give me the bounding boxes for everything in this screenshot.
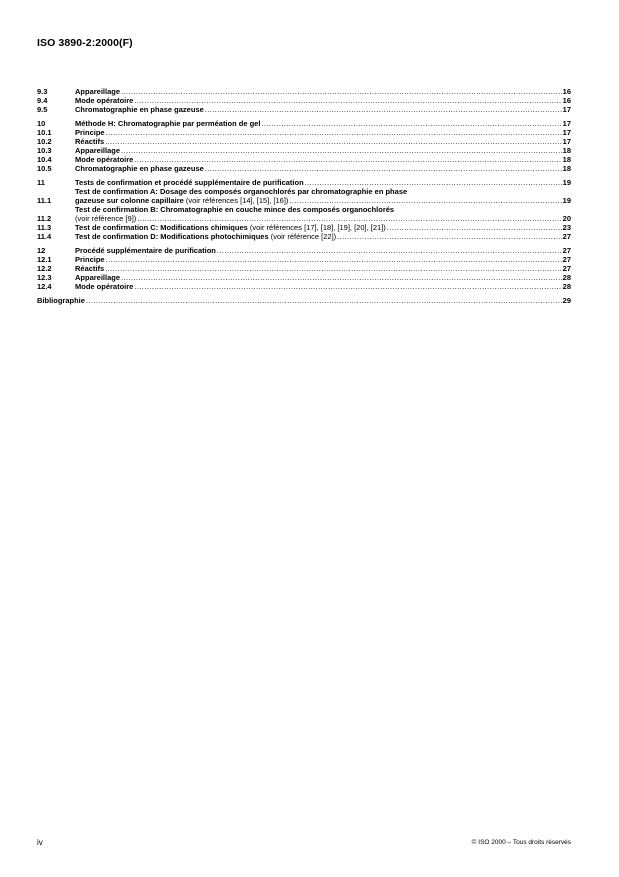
toc-entry[interactable] (37, 155, 571, 164)
toc-entry-page: 16 (562, 96, 571, 105)
toc-dot-leader (217, 246, 562, 255)
toc-entry-title: Procédé supplémentaire de purification (75, 246, 216, 255)
toc-entry-number: 11 (37, 178, 45, 187)
toc-dot-leader (289, 196, 561, 205)
toc-entry-page: 17 (562, 128, 571, 137)
toc-entry-number: 9.5 (37, 105, 48, 114)
toc-dot-leader (105, 264, 561, 273)
document-header: ISO 3890-2:2000(F) (37, 37, 133, 49)
toc-dot-leader (137, 214, 561, 223)
toc-entry-title: Test de confirmation A: Dosage des composés organochlorés par chromatographie en phase (75, 187, 408, 196)
toc-dot-leader (134, 282, 561, 291)
toc-dot-leader (121, 273, 562, 282)
toc-entry-page: 27 (562, 232, 571, 241)
toc-entry-number: 12.3 (37, 273, 52, 282)
toc-entry-title: Test de confirmation D: Modifications photochimiques (75, 232, 269, 241)
toc-entry-page: 28 (562, 282, 571, 291)
toc-entry-page: 27 (562, 264, 571, 273)
toc-entry-title: Réactifs (75, 264, 105, 273)
toc-entry-title: Tests de confirmation et procédé supplémentaire de purification (75, 178, 304, 187)
toc-entry[interactable] (37, 178, 571, 187)
toc-entry-title: Bibliographie (37, 296, 85, 305)
toc-entry-number: 11.1 (37, 196, 52, 205)
toc-entry-page: 17 (562, 119, 571, 128)
toc-entry-number: 9.4 (37, 96, 48, 105)
toc-entry-page: 17 (562, 137, 571, 146)
toc-entry[interactable] (37, 255, 571, 264)
toc-entry-title: Appareillage (75, 273, 121, 282)
toc-entry-title: Test de confirmation B: Chromatographie en couche mince des composés organochlorés (75, 205, 395, 214)
toc-entry-title: Principe (75, 255, 105, 264)
toc-entry-number: 10.2 (37, 137, 52, 146)
toc-dot-leader (387, 223, 562, 232)
toc-entry-title: Chromatographie en phase gazeuse (75, 105, 204, 114)
toc-entry-number: 9.3 (37, 87, 48, 96)
toc-entry[interactable] (37, 96, 571, 105)
toc-entry[interactable] (37, 187, 571, 205)
toc-dot-leader (261, 119, 561, 128)
toc-entry-number: 12.4 (37, 282, 52, 291)
toc-entry-page: 18 (562, 155, 571, 164)
toc-dot-leader (86, 296, 562, 305)
toc-entry-page: 20 (562, 214, 571, 223)
toc-entry[interactable] (37, 246, 571, 255)
toc-entry-page: 27 (562, 255, 571, 264)
toc-entry-page: 17 (562, 105, 571, 114)
toc-entry-title: Méthode H: Chromatographie par perméation de gel (75, 119, 261, 128)
copyright-notice: © ISO 2000 – Tous droits réservés (471, 839, 571, 846)
toc-entry-reference: (voir référence [22]) (268, 232, 337, 241)
toc-dot-leader (337, 232, 562, 241)
toc-entry-number: 10 (37, 119, 46, 128)
toc-dot-leader (205, 164, 562, 173)
page-number: iv (37, 838, 43, 847)
toc-entry-title: gazeuse sur colonne capillaire (75, 196, 184, 205)
toc-entry-page: 23 (562, 223, 571, 232)
toc-entry[interactable] (37, 223, 571, 232)
toc-entry[interactable] (37, 128, 571, 137)
toc-entry-title: Appareillage (75, 87, 121, 96)
toc-entry[interactable] (37, 137, 571, 146)
toc-entry[interactable] (37, 87, 571, 96)
toc-dot-leader (134, 96, 561, 105)
toc-entry[interactable] (37, 296, 571, 305)
toc-entry-number: 11.3 (37, 223, 52, 232)
toc-entry[interactable] (37, 282, 571, 291)
toc-entry-page: 16 (562, 87, 571, 96)
toc-dot-leader (305, 178, 562, 187)
toc-entry-title: Chromatographie en phase gazeuse (75, 164, 204, 173)
toc-entry-page: 29 (562, 296, 571, 305)
toc-entry-title: Principe (75, 128, 105, 137)
toc-entry[interactable] (37, 232, 571, 241)
toc-entry-page: 28 (562, 273, 571, 282)
toc-entry-number: 10.1 (37, 128, 52, 137)
toc-entry-number: 12.2 (37, 264, 52, 273)
toc-entry-reference: (voir références [17], [18], [19], [20], [21]) (247, 223, 386, 232)
toc-entry-number: 12.1 (37, 255, 52, 264)
toc-entry[interactable] (37, 164, 571, 173)
toc-entry-title: Appareillage (75, 146, 121, 155)
toc-entry-page: 19 (562, 196, 571, 205)
toc-entry-number: 11.4 (37, 232, 52, 241)
toc-dot-leader (105, 137, 561, 146)
toc-entry-title: Test de confirmation C: Modifications chimiques (75, 223, 248, 232)
toc-dot-leader (134, 155, 561, 164)
table-of-contents (37, 87, 571, 305)
toc-entry[interactable] (37, 105, 571, 114)
toc-dot-leader (205, 105, 562, 114)
toc-entry-title: Mode opératoire (75, 282, 134, 291)
toc-entry-page: 18 (562, 164, 571, 173)
toc-entry-number: 11.2 (37, 214, 52, 223)
toc-entry-number: 10.3 (37, 146, 52, 155)
toc-entry-number: 10.4 (37, 155, 52, 164)
toc-entry-title: Réactifs (75, 137, 105, 146)
toc-dot-leader (106, 255, 562, 264)
toc-entry[interactable] (37, 146, 571, 155)
toc-entry-number: 12 (37, 246, 46, 255)
toc-dot-leader (121, 87, 562, 96)
toc-entry[interactable] (37, 205, 571, 223)
toc-entry-title: Mode opératoire (75, 96, 134, 105)
toc-entry-reference: (voir références [14], [15], [16]) (183, 196, 289, 205)
toc-entry[interactable] (37, 119, 571, 128)
toc-entry[interactable] (37, 264, 571, 273)
toc-entry-page: 18 (562, 146, 571, 155)
toc-entry-number: 10.5 (37, 164, 52, 173)
toc-entry-page: 19 (562, 178, 571, 187)
toc-entry-title: Mode opératoire (75, 155, 134, 164)
toc-dot-leader (121, 146, 562, 155)
toc-entry-page: 27 (562, 246, 571, 255)
toc-dot-leader (106, 128, 562, 137)
toc-entry[interactable] (37, 273, 571, 282)
toc-entry-reference: (voir référence [9]) (75, 214, 137, 223)
